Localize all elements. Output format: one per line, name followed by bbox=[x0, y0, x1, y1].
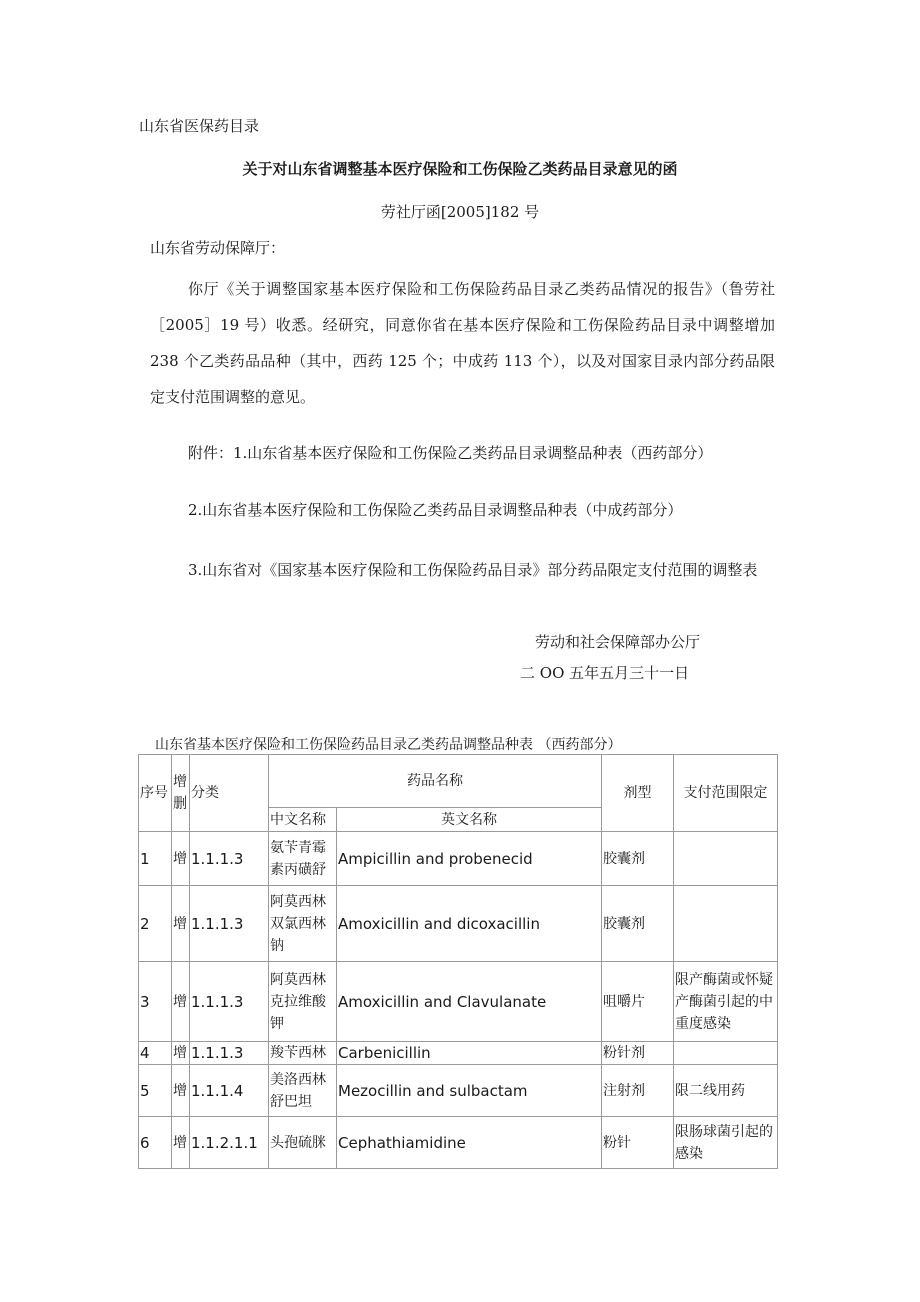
row-change: 增 bbox=[172, 1042, 190, 1065]
row-change: 增 bbox=[172, 1065, 190, 1117]
row-en-name: Amoxicillin and dicoxacillin bbox=[337, 886, 602, 962]
row-change: 增 bbox=[172, 962, 190, 1042]
document-heading: 山东省医保药目录 bbox=[139, 117, 260, 135]
row-cn-name: 羧苄西林 bbox=[269, 1042, 337, 1065]
addressee: 山东省劳动保障厅： bbox=[150, 239, 286, 257]
table-row bbox=[139, 886, 778, 962]
document-number: 劳社厅函[2005]182 号 bbox=[380, 203, 540, 221]
row-seq: 1 bbox=[139, 832, 172, 886]
row-seq: 3 bbox=[139, 962, 172, 1042]
header-cn-name: 中文名称 bbox=[269, 808, 337, 832]
attachment-3: 3.山东省对《国家基本医疗保险和工伤保险药品目录》部分药品限定支付范围的调整表 bbox=[188, 561, 758, 579]
row-payment-limit bbox=[674, 1042, 778, 1065]
table-row bbox=[139, 1065, 778, 1117]
body-paragraph: 你厅《关于调整国家基本医疗保险和工伤保险药品目录乙类药品情况的报告》（鲁劳社［2005］19 号）收悉。经研究，同意你省在基本医疗保险和工伤保险药品目录中调整增加 238 个乙类药品品种（其中，西药 125 个；中成药 113 个），以及对国家目录内部分药品限定支付范围调整的意见。 bbox=[150, 280, 775, 406]
row-en-name: Amoxicillin and Clavulanate bbox=[337, 962, 602, 1042]
row-category: 1.1.1.4 bbox=[190, 1065, 269, 1117]
row-dosage-form: 粉针 bbox=[602, 1117, 674, 1169]
row-en-name: Cephathiamidine bbox=[337, 1117, 602, 1169]
drug-table bbox=[138, 754, 778, 1169]
header-seq: 序号 bbox=[139, 755, 172, 832]
row-cn-name: 氨苄青霉素丙磺舒 bbox=[269, 832, 337, 886]
row-cn-name: 阿莫西林双氯西林钠 bbox=[269, 886, 337, 962]
date: 二 OO 五年五月三十一日 bbox=[520, 664, 690, 682]
row-category: 1.1.1.3 bbox=[190, 886, 269, 962]
table-row bbox=[139, 1042, 778, 1065]
row-seq: 5 bbox=[139, 1065, 172, 1117]
row-change: 增 bbox=[172, 1117, 190, 1169]
row-payment-limit: 限肠球菌引起的感染 bbox=[674, 1117, 778, 1169]
row-dosage-form: 胶囊剂 bbox=[602, 832, 674, 886]
row-en-name: Ampicillin and probenecid bbox=[337, 832, 602, 886]
header-drug-name: 药品名称 bbox=[269, 755, 602, 808]
row-en-name: Carbenicillin bbox=[337, 1042, 602, 1065]
header-payment-limit: 支付范围限定 bbox=[674, 755, 778, 832]
row-dosage-form: 粉针剂 bbox=[602, 1042, 674, 1065]
row-seq: 6 bbox=[139, 1117, 172, 1169]
table-caption: 山东省基本医疗保险和工伤保险药品目录乙类药品调整品种表 （西药部分） bbox=[155, 737, 622, 753]
row-change: 增 bbox=[172, 886, 190, 962]
header-dosage-form: 剂型 bbox=[602, 755, 674, 832]
header-category: 分类 bbox=[190, 755, 269, 832]
attachment-2: 2.山东省基本医疗保险和工伤保险乙类药品目录调整品种表（中成药部分） bbox=[188, 501, 683, 519]
row-seq: 2 bbox=[139, 886, 172, 962]
row-category: 1.1.1.3 bbox=[190, 1042, 269, 1065]
row-dosage-form: 胶囊剂 bbox=[602, 886, 674, 962]
header-change: 增删 bbox=[172, 755, 190, 832]
table-row bbox=[139, 962, 778, 1042]
attachment-1: 附件：1.山东省基本医疗保险和工伤保险乙类药品目录调整品种表（西药部分） bbox=[188, 444, 713, 462]
table-row bbox=[139, 832, 778, 886]
row-change: 增 bbox=[172, 832, 190, 886]
row-category: 1.1.1.3 bbox=[190, 832, 269, 886]
header-en-name: 英文名称 bbox=[337, 808, 602, 832]
row-seq: 4 bbox=[139, 1042, 172, 1065]
row-cn-name: 美洛西林舒巴坦 bbox=[269, 1065, 337, 1117]
row-payment-limit: 限二线用药 bbox=[674, 1065, 778, 1117]
row-category: 1.1.1.3 bbox=[190, 962, 269, 1042]
table-header-row bbox=[139, 755, 778, 808]
row-cn-name: 头孢硫脒 bbox=[269, 1117, 337, 1169]
table-row bbox=[139, 1117, 778, 1169]
row-en-name: Mezocillin and sulbactam bbox=[337, 1065, 602, 1117]
letter-title: 关于对山东省调整基本医疗保险和工伤保险乙类药品目录意见的函 bbox=[242, 160, 678, 178]
row-payment-limit bbox=[674, 832, 778, 886]
row-payment-limit: 限产酶菌或怀疑产酶菌引起的中重度感染 bbox=[674, 962, 778, 1042]
row-category: 1.1.2.1.1 bbox=[190, 1117, 269, 1169]
signature: 劳动和社会保障部办公厅 bbox=[535, 633, 701, 651]
row-payment-limit bbox=[674, 886, 778, 962]
row-dosage-form: 注射剂 bbox=[602, 1065, 674, 1117]
row-dosage-form: 咀嚼片 bbox=[602, 962, 674, 1042]
row-cn-name: 阿莫西林克拉维酸钾 bbox=[269, 962, 337, 1042]
